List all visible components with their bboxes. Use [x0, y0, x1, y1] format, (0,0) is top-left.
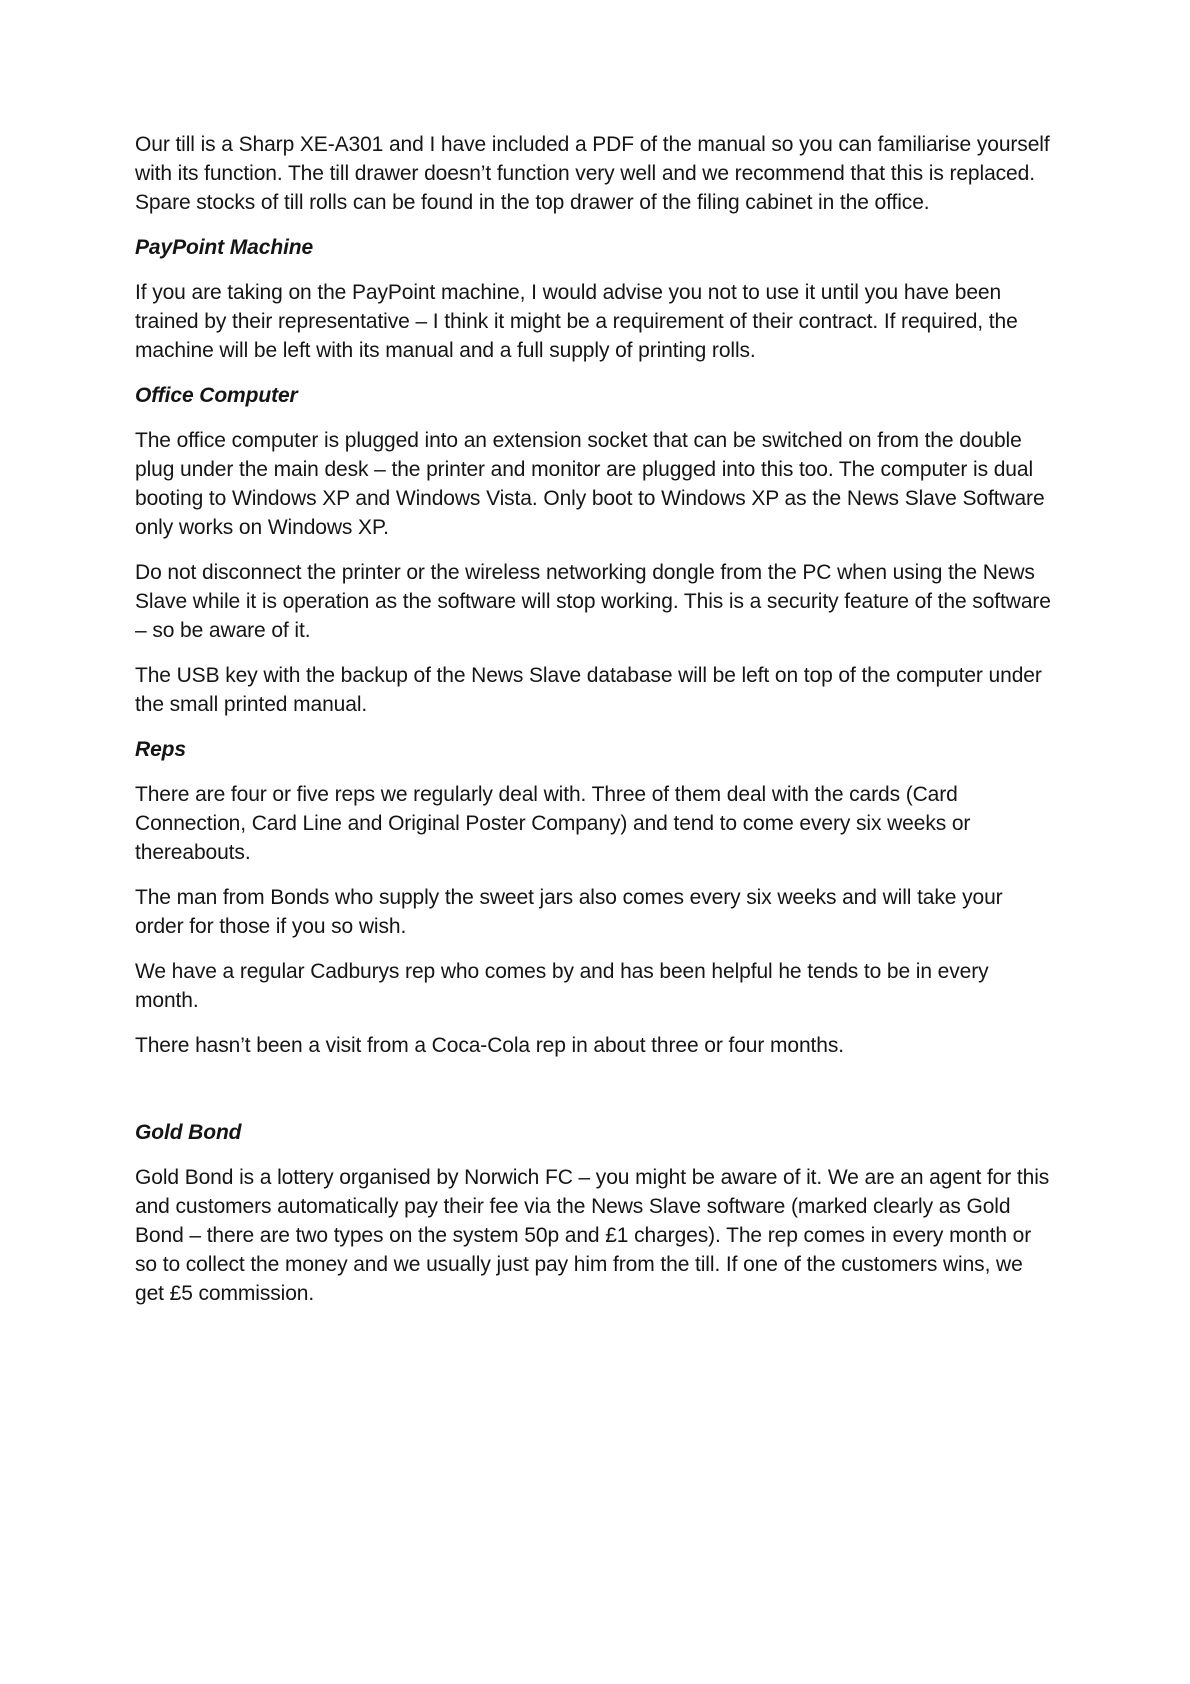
paragraph-usb-key: The USB key with the backup of the News Slave database will be left on top of the computer under the small printed manual.: [135, 664, 1042, 716]
paragraph-reps-cards: There are four or five reps we regularly deal with. Three of them deal with the cards (Card Connection, Card Line and Original Poster Company) and tend to come every six weeks or thereabouts.: [135, 783, 971, 864]
paragraph-till: Our till is a Sharp XE-A301 and I have included a PDF of the manual so you can familiarise yourself with its function. The till drawer doesn’t function very well and we recommend that this is replaced. Spare stocks of till rolls can be found in the top drawer of the filing cabinet in the office.: [135, 133, 1050, 214]
paragraph-paypoint: If you are taking on the PayPoint machine, I would advise you not to use it until you have been trained by their representative – I think it might be a requirement of their contract. If required, the machine will be left with its manual and a full supply of printing rolls.: [135, 281, 1018, 362]
paragraph-bonds: The man from Bonds who supply the sweet jars also comes every six weeks and will take your order for those if you so wish.: [135, 886, 1003, 938]
paragraph-office-computer: The office computer is plugged into an extension socket that can be switched on from the double plug under the main desk – the printer and monitor are plugged into this too. The computer is dual booting to Windows XP and Windows Vista. Only boot to Windows XP as the News Slave Software only works on Windows XP.: [135, 429, 1045, 539]
heading-reps: Reps: [135, 738, 186, 761]
heading-paypoint-machine: PayPoint Machine: [135, 236, 314, 259]
paragraph-cadburys: We have a regular Cadburys rep who comes by and has been helpful he tends to be in every month.: [135, 960, 989, 1012]
heading-office-computer: Office Computer: [135, 384, 298, 407]
paragraph-gold-bond: Gold Bond is a lottery organised by Norwich FC – you might be aware of it. We are an agent for this and customers automatically pay their fee via the News Slave software (marked clearly as Gold Bond – there are two types on the system 50p and £1 charges). The rep comes in every month or so to collect the money and we usually just pay him from the till. If one of the customers wins, we get £5 commission.: [135, 1166, 1050, 1305]
paragraph-do-not-disconnect: Do not disconnect the printer or the wireless networking dongle from the PC when using the News Slave while it is operation as the software will stop working. This is a security feature of the software – so be aware of it.: [135, 561, 1051, 642]
heading-gold-bond: Gold Bond: [135, 1121, 242, 1144]
paragraph-coca-cola: There hasn’t been a visit from a Coca-Cola rep in about three or four months.: [135, 1034, 844, 1057]
